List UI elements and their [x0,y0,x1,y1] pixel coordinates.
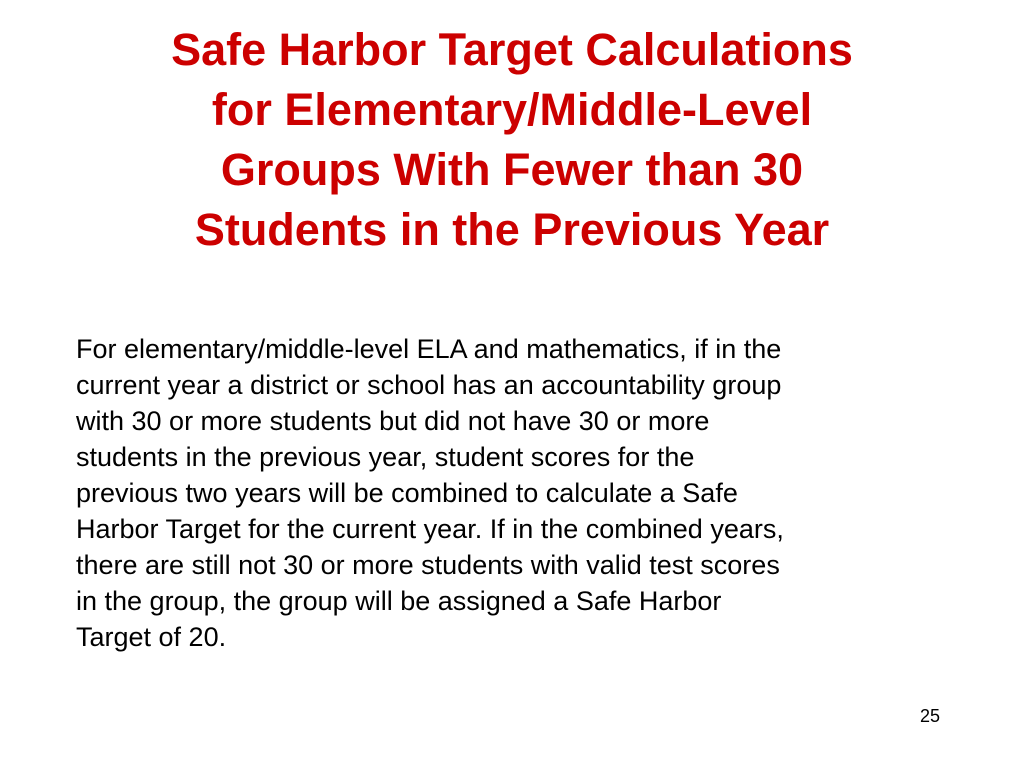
body-text-line: students in the previous year, student scores for the [76,442,695,472]
slide-title-line: Safe Harbor Target Calculations [171,24,853,75]
slide-body-text [76,331,996,655]
slide-title [40,20,984,260]
body-text-line: Harbor Target for the current year. If in the combined years, [76,514,784,544]
body-text-line: previous two years will be combined to calculate a Safe [76,478,738,508]
body-text-line: with 30 or more students but did not have 30 or more [76,406,710,436]
page-number: 25 [919,706,940,726]
slide-title-line: Groups With Fewer than 30 [220,144,804,195]
body-text-line: Target of 20. [76,622,227,652]
body-text-line: For elementary/middle-level ELA and mathematics, if in the [76,334,782,364]
body-text-line: current year a district or school has an accountability group [76,370,782,400]
slide-title-line: for Elementary/Middle-Level [211,84,813,135]
body-text-line: there are still not 30 or more students with valid test scores [76,550,780,580]
body-text-line: in the group, the group will be assigned a Safe Harbor [76,586,722,616]
slide-title-line: Students in the Previous Year [194,204,830,255]
